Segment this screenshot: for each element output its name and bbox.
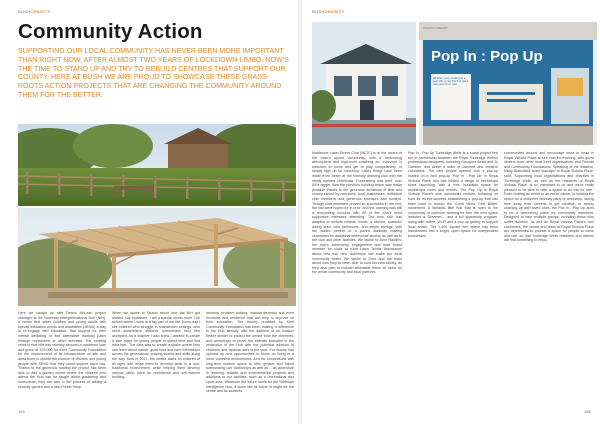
left-page — [0, 0, 298, 424]
running-head-right — [312, 9, 344, 14]
right-body-column-2: Pop In : Pop Up Tunbridge Wells is a social project first run in partnership between the Royal Tunbridge Wells's professional designers, including Georgina Smith and Jo Gardner, and Annie a team of talented and creative volunteers. The new project opened with a pop-up hosted on a new pop-up 'Pop In : Pop Up' in Royal Victoria Place and has hosted a range of workshops since launching, with a free, bookable space for workshops clubs and events. The Pop Up is Royal Victoria Place's new community venture, following on from its recent success establishing a pop-up that has been used to launch the 'Good Vibes, Feel Better' movement. A fantastic little hub that is open to the community to continue working for free the new space includes a 'Dreamer'... and a full spaceship program, along with coffee, Wi-Fi and a pop-up gallery to support local artists. The 1,400 square feet space has been transformed into a bright, open space for independent businesses. — [408, 151, 498, 238]
right-page — [302, 0, 600, 424]
left-body-column-3: memory, problem solving, manual dexterity and even emotions and resilience that can help to improve on their education. The money provided by Kent Community Foundation has been making a difference to the Hub already, with the addition of an outdoor timber shelter to protect the centre from the elements, and workshops to prove the animals standard in the protection of the Hub with the potential addition of chickens and alpacas later in the year. For money has opened up new opportunities to focus on living in a more cohesive environment. And for connections with long-term outdoor space to offer greater and fullest surrounding can 'workshops as well as'... an adventure in learning, reliable and environmental projects and additions to our facilities, such as a recreational and sport area. Whatever the future holds for the Northiam Intelligence Hub, it looks like its future is bright for the centre and its students. — [206, 311, 294, 394]
left-body-column-1: Here we caught up with Deano McLean project manager at the Northiam Intergenerational Hub (NIH), a centre that offers children and young adults with special education needs and disabilities (SEND) a way to re-engage with education, that support for their mental wellbeing or find alternative learning paths through horticulture or other activities. The exciting news is that NIH has recently secured a combined loan and grant of £15,000 for Kent Community Foundation for the improvement of its infrastructure on-site and allow them to double the number of children and young people with SEND that they could support each day. Thanks to the generous funding the project has been able to add a garden centre where the children who attend the Hub can be taught about gardening and horticulture; they are also in the process of adding a sensory garden and a new Forest Shop. — [18, 311, 106, 389]
photo-credit-caption: PHOTO CREDIT — [423, 26, 449, 30]
running-head-prefix: BUSH — [312, 9, 325, 14]
pop-in-sign-tagline: Whether you're looking for a new skill, a new friend or just a new view of our town... — [433, 77, 469, 87]
tennis-clubhouse-illustration — [312, 22, 416, 145]
page-title: Community Action — [18, 20, 203, 43]
timber-shelter-photo — [18, 208, 296, 306]
left-body-column-2: When we spoke to Deano about how the NIH got started, she explained, 'I am a special needs mum. The school where I work is a big part of our life. Every day I see children who struggle in mainstream settings, who need somewhere different, somewhere they feel accepted. As a teacher I also knew I wanted to create a safe place for young people to spend time and find their feet.' The idea was to create a space where they can learn about nature, grow food and form friendships across the generations, sharing stories and skills along the way. Now in 2021, the centre takes on children of all ages and helps them to develop skills in a non-traditional environment, while helping them develop various skills, such as confidence and self-esteem building. — [112, 311, 200, 380]
tennis-clubhouse-photo — [312, 22, 416, 145]
page-number-left: 184 — [18, 409, 25, 414]
page-number-right: 185 — [584, 409, 591, 414]
running-head-left — [18, 9, 50, 14]
right-body-column-3: communities around and encourage more to head in Royal Victoria Place to see how it's evolving, with guest dealers from other local Kent organisations and Friends and Community Foundations. Speaking of the initiative, Nicky Blanchard, team manager at Royal Victoria Place, said: 'Supporting local organisations and charities in Tunbridge Wells, as well as the residents of Royal Victoria Place, is so important to us and we're really pleased to be able to offer a space to do this for free.' From hosting an event to an entire career, to hosting the space for a children's birthday party or workshop, taking time away from screens to get creative, or simply catching up with loved ones, the Pop In : Pop Up aims to be a welcoming place for community members. Designed to help multiple groups, including those who suffer isolation, as well as Royal Victoria Place's own customers, the centre and team at Royal Victoria Place are determined to provide a space for people to come and use, so that Tunbridge Wells residents and visitors will find something to enjoy. — [504, 151, 594, 243]
garden-fence-photo — [18, 124, 296, 206]
intro-paragraph: SUPPORTING OUR LOCAL COMMUNITY HAS NEVER BEEN MORE IMPORTANT THAN RIGHT NOW, AFTER ALMOST TWO YEARS OF LOCKDOWN LIMBO. NOW'S THE TIME TO STAND UP AND TRY TO REBUILD CENTRES THAT SUPPORT OUR COUNTY. HERE AT BUSH WE ARE PROUD TO SHOWCASE THESE GRASS-ROOTS ACTION PROJECTS THAT ARE CHANGING THE COMMUNITY AROUND THEM FOR THE BETTER. — [18, 47, 289, 99]
pop-in-sign-title: Pop In : Pop Up — [431, 48, 543, 65]
running-head-prefix: BUSH — [18, 9, 31, 14]
right-body-column-1: Maidstone Lawn Tennis Club (MLTC) is at the centre of the town's sports community, with a welcoming atmosphere and high-level coaching on, everyone is welcome to come and get to play competitively, or simply sign up for coaching. Lately things have been made even better at the recently drawing club with the newly opened clubhouse. Fundraising was held, over 80% bigger than the previous building which was made possible thanks to the generous donations of time and money raised by members, local businesses, individual club members and generous sponsors and funders. Though club members proved so successful in the end, the hall were hoped for in prior, and the opening was still a resounding success with 80 of the club's most supportive members attending. The new club has adapted to include football, bowls, a kitchen, spacious dining area, new bathrooms, and ample storage, with the added benefit of a paved walkway making connected for additional wheelchair access as well as to the club and other facilities. We spoke to John Rawlins, the club's community engagement and lead board member for clubs at Kent Lawn Tennis Association about how this new clubhouse will make the local community better. We spoke to John and the team about how they've been able to fund the new facility, as they also plan to include affordable home kit clubs for the whole community and local partners. — [312, 151, 402, 275]
pop-in-pop-up-photo — [419, 22, 597, 145]
timber-shelter-illustration — [18, 208, 296, 306]
running-head-accent: CHARITY — [30, 9, 51, 14]
garden-fence-illustration — [18, 124, 296, 206]
running-head-accent: CHARITY — [324, 9, 345, 14]
